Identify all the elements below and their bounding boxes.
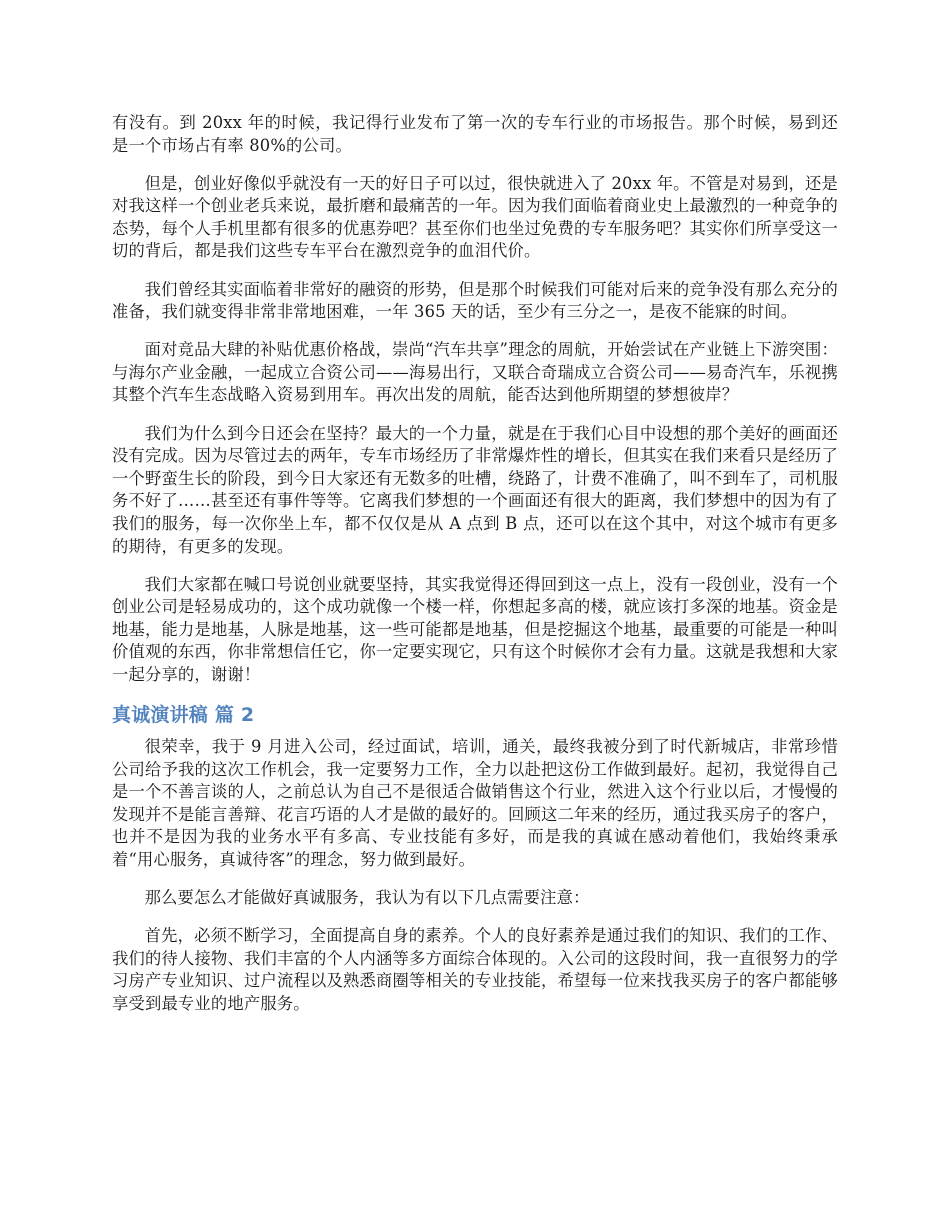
paragraph-question: 那么要怎么才能做好真诚服务，我认为有以下几点需要注意： xyxy=(144,888,590,908)
section-heading: 真诚演讲稿 篇 2 xyxy=(112,704,255,727)
paragraph-introduction: 很荣幸，我于 9 月进入公司，经过面试，培训，通关，最终我被分到了时代新城店，非常珍惜公司给予我的这次工作机会，我一定要努力工作，全力以赴把这份工作做到最好。起初，我觉得自己是一个不善言谈的人，之前总认为自己不是很适合做销售这个行业，然进入这个行业以后，才慢慢的发现并不是能言善辩、花言巧语的人才是做的最好的。回顾这二年来的经历，通过我买房子的客户，也并不是因为我的业务水平有多高、专业技能有多好，而是我的真诚在感动着他们，我始终秉承着“用心服务，真诚待客”的理念，努力做到最好。 xyxy=(112,737,838,870)
paragraph-learning: 首先，必须不断学习，全面提高自身的素养。个人的良好素养是通过我们的知识、我们的工作、我们的待人接物、我们丰富的个人内涵等多方面综合体现的。入公司的这段时间，我一直很努力的学习房产专业知识、过户流程以及熟悉商圈等相关的专业技能，希望每一位来找我买房子的客户都能够享受到最专业的地产服务。 xyxy=(112,926,838,1013)
paragraph-price-war: 面对竞品大肆的补贴优惠价格战，崇尚“汽车共享”理念的周航，开始尝试在产业链上下游突围：与海尔产业金融，一起成立合资公司——海易出行，又联合奇瑞成立合资公司——易奇汽车，乐视携其整个汽车生态战略入资易到用车。再次出发的周航，能否达到他所期望的梦想彼岸？ xyxy=(112,340,838,405)
paragraph-conclusion: 我们大家都在喊口号说创业就要坚持，其实我觉得还得回到这一点上，没有一段创业，没有一个创业公司是轻易成功的，这个成功就像一个楼一样，你想起多高的楼，就应该打多深的地基。资金是地基，能力是地基，人脉是地基，这一些可能都是地基，但是挖掘这个地基，最重要的可能是一种叫价值观的东西，你非常想信任它，你一定要实现它，只有这个时候你才会有力量。这就是我想和大家一起分享的，谢谢！ xyxy=(112,574,838,684)
paragraph-continuation: 有没有。到 20xx 年的时候，我记得行业发布了第一次的专车行业的市场报告。那个时候，易到还是一个市场占有率 80%的公司。 xyxy=(112,113,838,155)
paragraph-persistence: 我们为什么到今日还会在坚持？最大的一个力量，就是在于我们心目中设想的那个美好的画面还没有完成。因为尽管过去的两年，专车市场经历了非常爆炸性的增长，但其实在我们来看只是经历了一个野蛮生长的阶段，到今日大家还有无数多的吐槽，绕路了，计费不准确了，叫不到车了，司机服务不好了……甚至还有事件等等。它离我们梦想的一个画面还有很大的距离，我们梦想中的因为有了我们的服务，每一次你坐上车，都不仅仅是从 A 点到 B 点，还可以在这个其中，对这个城市有更多的期待，有更多的发现。 xyxy=(112,423,838,556)
paragraph-competition: 但是，创业好像似乎就没有一天的好日子可以过，很快就进入了 20xx 年。不管是对易到，还是对我这样一个创业老兵来说，最折磨和最痛苦的一年。因为我们面临着商业史上最激烈的一种竞争的态势，每个人手机里都有很多的优惠券吧？甚至你们也坐过免费的专车服务吧？其实你们所享受这一切的背后，都是我们这些专车平台在激烈竞争的血泪代价。 xyxy=(112,173,838,261)
document-page xyxy=(112,112,838,1031)
paragraph-financing: 我们曾经其实面临着非常好的融资的形势，但是那个时候我们可能对后来的竞争没有那么充分的准备，我们就变得非常非常地困难，一年 365 天的话，至少有三分之一，是夜不能寐的时间。 xyxy=(112,279,838,322)
